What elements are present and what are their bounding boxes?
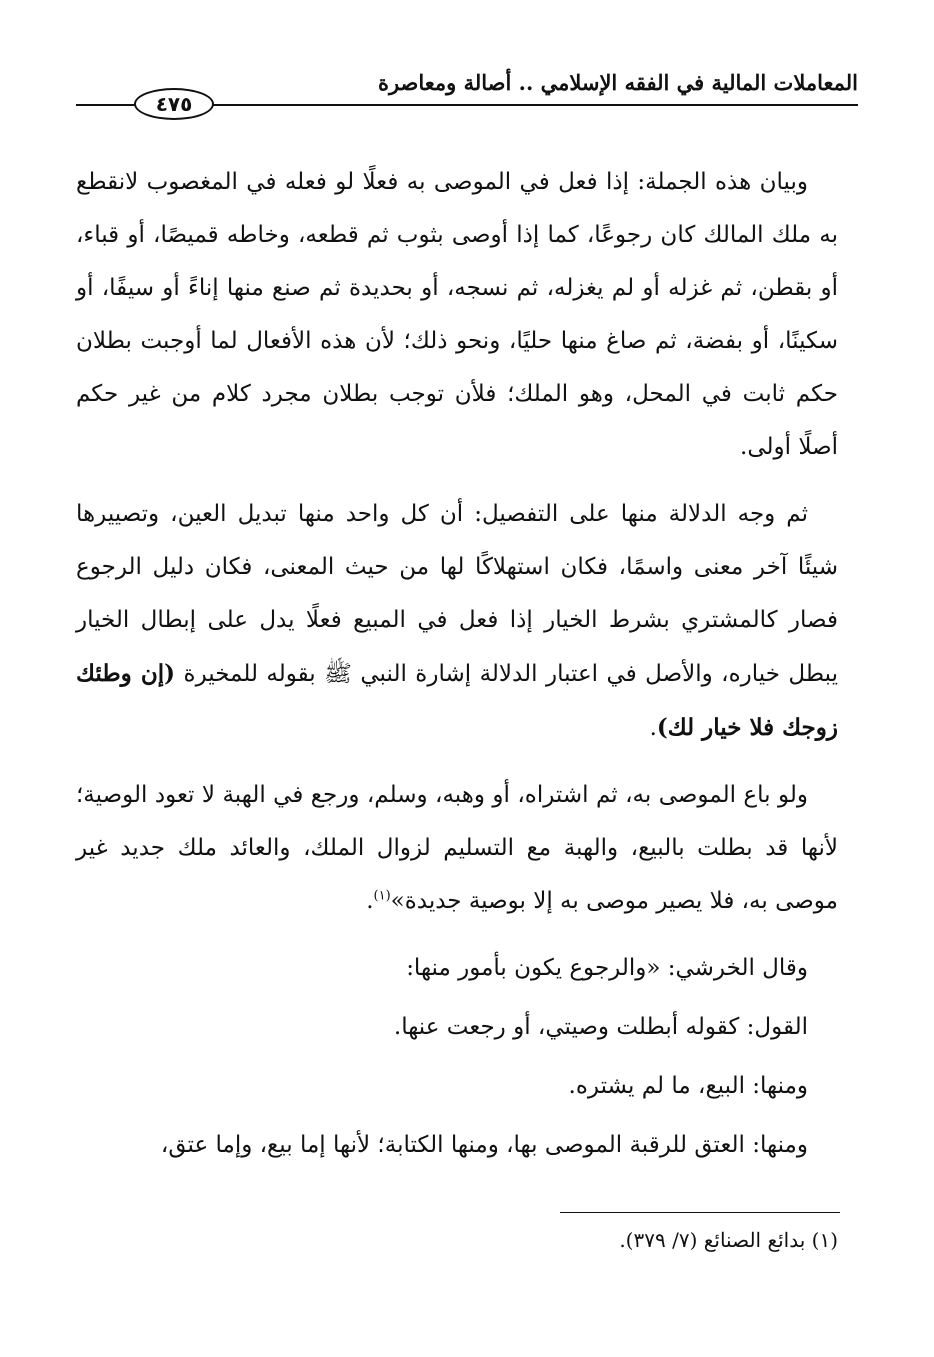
footnote-rule <box>560 1212 840 1213</box>
paragraph-4: وقال الخرشي: «والرجوع يكون بأمور منها: <box>406 955 808 981</box>
paragraph-3-text: ولو باع الموصى به، ثم اشتراه، أو وهبه، وسلم، ورجع في الهبة لا تعود الوصية؛ لأنها قد بطلت بالبيع، والهبة مع التسليم لزوال الملك، والعائد ملك جديد غير موصى به، فلا يصير موصى به إلا بوصية جديدة» <box>76 782 838 914</box>
page-number: ٤٧٥ <box>134 88 214 120</box>
paragraph-3-end: . <box>366 888 374 914</box>
running-title: المعاملات المالية في الفقه الإسلامي .. أصالة ومعاصرة <box>377 70 858 95</box>
main-text <box>76 156 838 1178</box>
paragraph-5: القول: كقوله أبطلت وصيتي، أو رجعت عنها. <box>393 1014 808 1040</box>
paragraph-7: ومنها: العتق للرقبة الموصى بها، ومنها الكتابة؛ لأنها إما بيع، وإما عتق، <box>160 1132 808 1158</box>
footnote: (١) بدائع الصنائع (٧/ ٣٧٩). <box>619 1228 838 1252</box>
paragraph-6: ومنها: البيع، ما لم يشتره. <box>568 1073 808 1099</box>
paragraph-2 <box>76 488 838 755</box>
paragraph-3 <box>76 769 838 928</box>
paragraph-2-end: . <box>649 715 657 741</box>
paragraph-1: وبيان هذه الجملة: إذا فعل في الموصى به فعلًا لو فعله في المغصوب لانقطع به ملك المالك كان رجوعًا، كما إذا أوصى بثوب ثم قطعه، وخاطه قميصًا، أو قباء، أو بقطن، ثم غزله أو لم يغزله، ثم نسجه، أو بحديدة ثم صنع منها إناءً أو سيفًا، أو سكينًا، أو بفضة، ثم صاغ منها حليًا، ونحو ذلك؛ لأن هذه الأفعال لما أوجبت بطلان حكم ثابت في المحل، وهو الملك؛ فلأن توجب بطلان مجرد كلام من غير حكم أصلًا أولى. <box>76 169 838 460</box>
hadith-quote: (إن وطئك زوجك فلا خيار لك) <box>76 660 838 741</box>
paragraph-2-text: ثم وجه الدلالة منها على التفصيل: أن كل واحد منها تبديل العين، وتصييرها شيئًا آخر معنى واسمًا، فكان استهلاكًا لها من حيث المعنى، فكان دليل الرجوع فصار كالمشتري بشرط الخيار إذا فعل في المبيع فعلًا يدل على إبطال الخيار يبطل خياره، والأصل في اعتبار الدلالة إشارة النبي ﷺ بقوله للمخيرة <box>76 501 839 687</box>
footnote-ref: (١) <box>373 888 391 904</box>
